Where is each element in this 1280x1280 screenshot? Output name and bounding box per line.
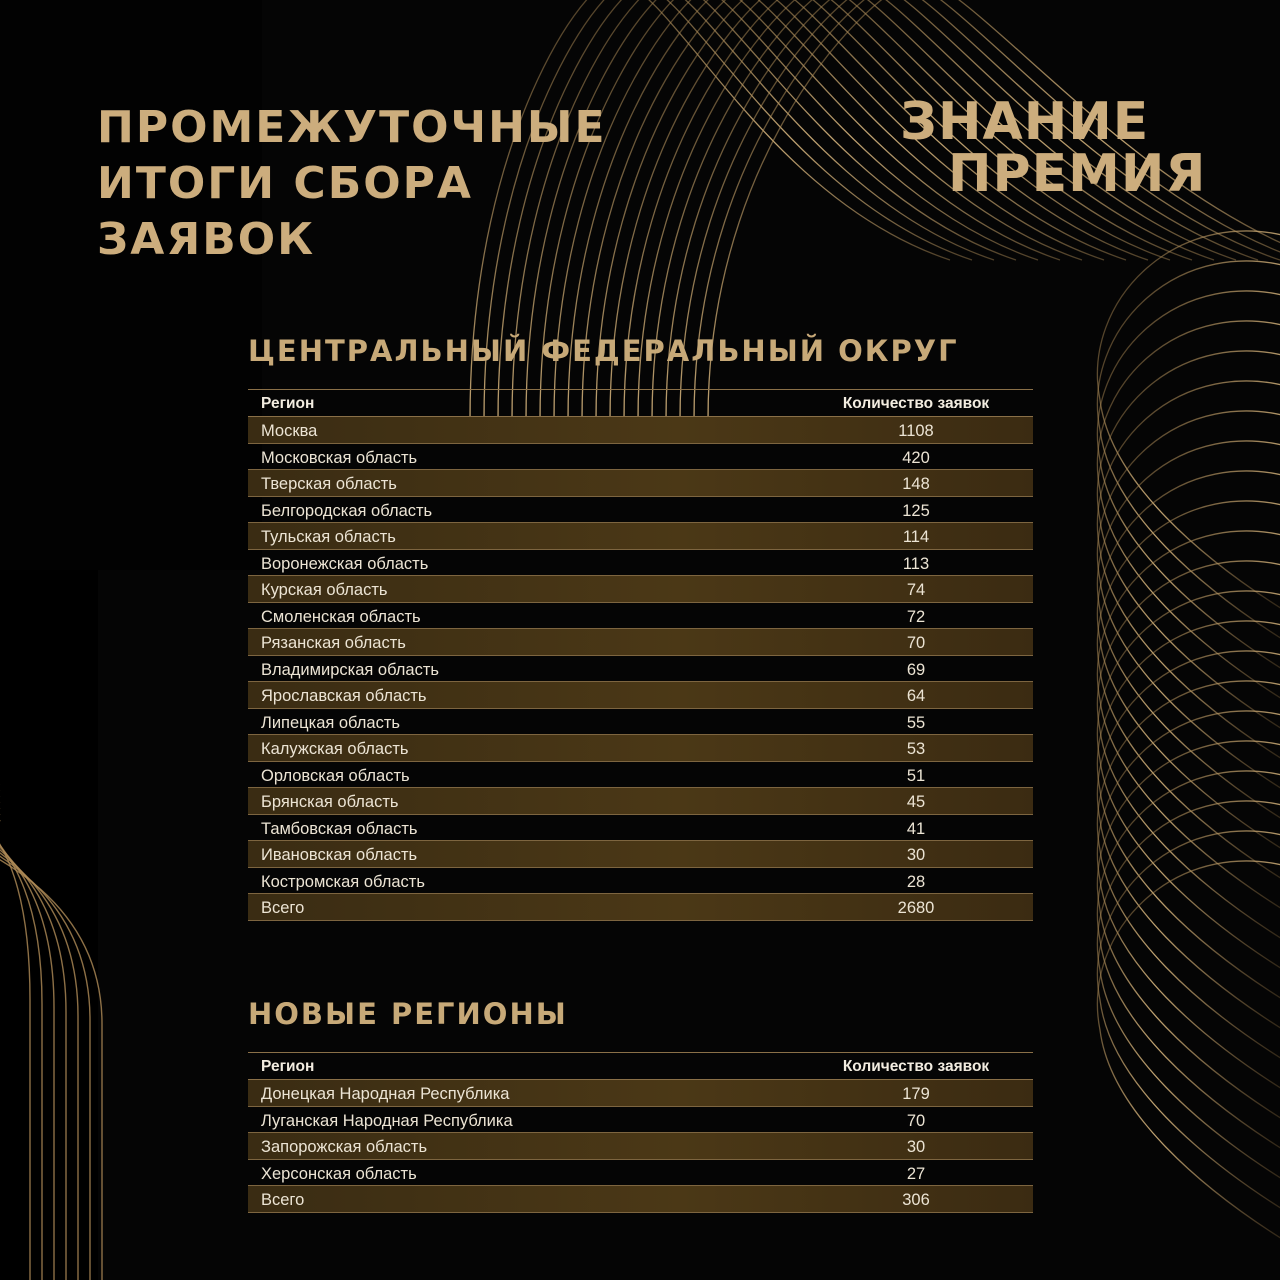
application-count: 30: [906, 1138, 926, 1156]
table-row: [248, 603, 1033, 630]
application-count: 27: [906, 1164, 926, 1183]
section-title: ЦЕНТРАЛЬНЫЙ ФЕДЕРАЛЬНЫЙ ОКРУГ: [248, 334, 959, 368]
title-line: ЗАЯВОК: [97, 214, 316, 265]
region-table: [248, 389, 1033, 921]
decorative-line: [0, 830, 30, 1280]
application-count: 45: [906, 793, 926, 811]
application-count: 53: [906, 740, 926, 758]
table-row: [248, 1133, 1033, 1160]
region-name: Московская область: [261, 448, 418, 467]
application-count: 2680: [897, 899, 935, 917]
application-count: 70: [906, 1111, 926, 1130]
region-name: Рязанская область: [261, 634, 406, 652]
table-row: [248, 868, 1033, 895]
application-count: 420: [902, 448, 930, 467]
application-count: 55: [906, 713, 926, 732]
table-row: [248, 1186, 1033, 1213]
application-count: 1108: [898, 422, 934, 440]
region-name: Тверская область: [261, 475, 397, 493]
region-name: Владимирская область: [261, 660, 440, 679]
table-row: [248, 497, 1033, 524]
table-row: [248, 576, 1033, 603]
table-header: [248, 390, 1033, 417]
title-line: ИТОГИ СБОРА: [97, 158, 473, 209]
section-title: НОВЫЕ РЕГИОНЫ: [248, 997, 568, 1031]
region-name: Тульская область: [261, 528, 396, 546]
table-row: [248, 629, 1033, 656]
application-count: 114: [902, 528, 930, 546]
application-count: 70: [906, 634, 926, 652]
region-name: Орловская область: [261, 766, 410, 785]
region-name: Херсонская область: [261, 1164, 417, 1183]
application-count: 74: [906, 581, 926, 599]
brand-logo: [900, 92, 1207, 204]
region-name: Липецкая область: [261, 713, 400, 732]
logo-line: ЗНАНИЕ: [900, 92, 1150, 152]
table-row: [248, 656, 1033, 683]
table-row: [248, 523, 1033, 550]
column-header-region: Регион: [261, 1058, 315, 1075]
region-name: Москва: [261, 422, 318, 440]
application-count: 113: [902, 554, 930, 573]
application-count: 64: [906, 687, 926, 705]
application-count: 179: [902, 1085, 930, 1103]
title-line: ПРОМЕЖУТОЧНЫЕ: [97, 102, 607, 153]
region-name: Запорожская область: [261, 1138, 428, 1156]
table-row: [248, 762, 1033, 789]
region-name: Калужская область: [261, 740, 409, 758]
application-count: 69: [906, 660, 926, 679]
table-row: [248, 1107, 1033, 1134]
table-header: [248, 1053, 1033, 1080]
region-name: Донецкая Народная Республика: [261, 1085, 510, 1103]
table-row: [248, 444, 1033, 471]
application-count: 30: [906, 846, 926, 864]
column-header-count: Количество заявок: [842, 395, 990, 412]
region-name: Луганская Народная Республика: [261, 1111, 513, 1130]
region-name: Воронежская область: [261, 554, 429, 573]
region-name: Курская область: [261, 581, 388, 599]
table-row: [248, 1160, 1033, 1187]
region-table: [248, 1052, 1033, 1213]
table-row: [248, 1080, 1033, 1107]
table-row: [248, 735, 1033, 762]
application-count: 51: [906, 766, 926, 785]
decorative-line: [0, 838, 54, 1280]
column-header-region: Регион: [261, 395, 315, 412]
table-row: [248, 815, 1033, 842]
page-title: [97, 100, 607, 268]
table-row: [248, 788, 1033, 815]
column-header-count: Количество заявок: [842, 1058, 990, 1075]
application-count: 72: [906, 607, 926, 626]
region-name: Тамбовская область: [261, 819, 418, 838]
region-name: Всего: [261, 1191, 305, 1209]
table-row: [248, 894, 1033, 921]
table-row: [248, 709, 1033, 736]
table-row: [248, 841, 1033, 868]
region-name: Костромская область: [261, 872, 425, 891]
region-name: Брянская область: [261, 793, 399, 811]
logo-line: ПРЕМИЯ: [948, 144, 1207, 204]
region-name: Ярославская область: [261, 687, 427, 705]
application-count: 306: [902, 1191, 930, 1209]
application-count: 28: [906, 872, 926, 891]
table-row: [248, 682, 1033, 709]
table-row: [248, 417, 1033, 444]
application-count: 41: [906, 819, 926, 838]
region-name: Белгородская область: [261, 501, 433, 520]
region-name: Всего: [261, 899, 305, 917]
application-count: 148: [902, 475, 930, 493]
table-row: [248, 550, 1033, 577]
region-name: Ивановская область: [261, 846, 418, 864]
table-row: [248, 470, 1033, 497]
application-count: 125: [902, 501, 930, 520]
decorative-line: [0, 850, 90, 1280]
region-name: Смоленская область: [261, 607, 421, 626]
decorative-line: [0, 854, 102, 1280]
